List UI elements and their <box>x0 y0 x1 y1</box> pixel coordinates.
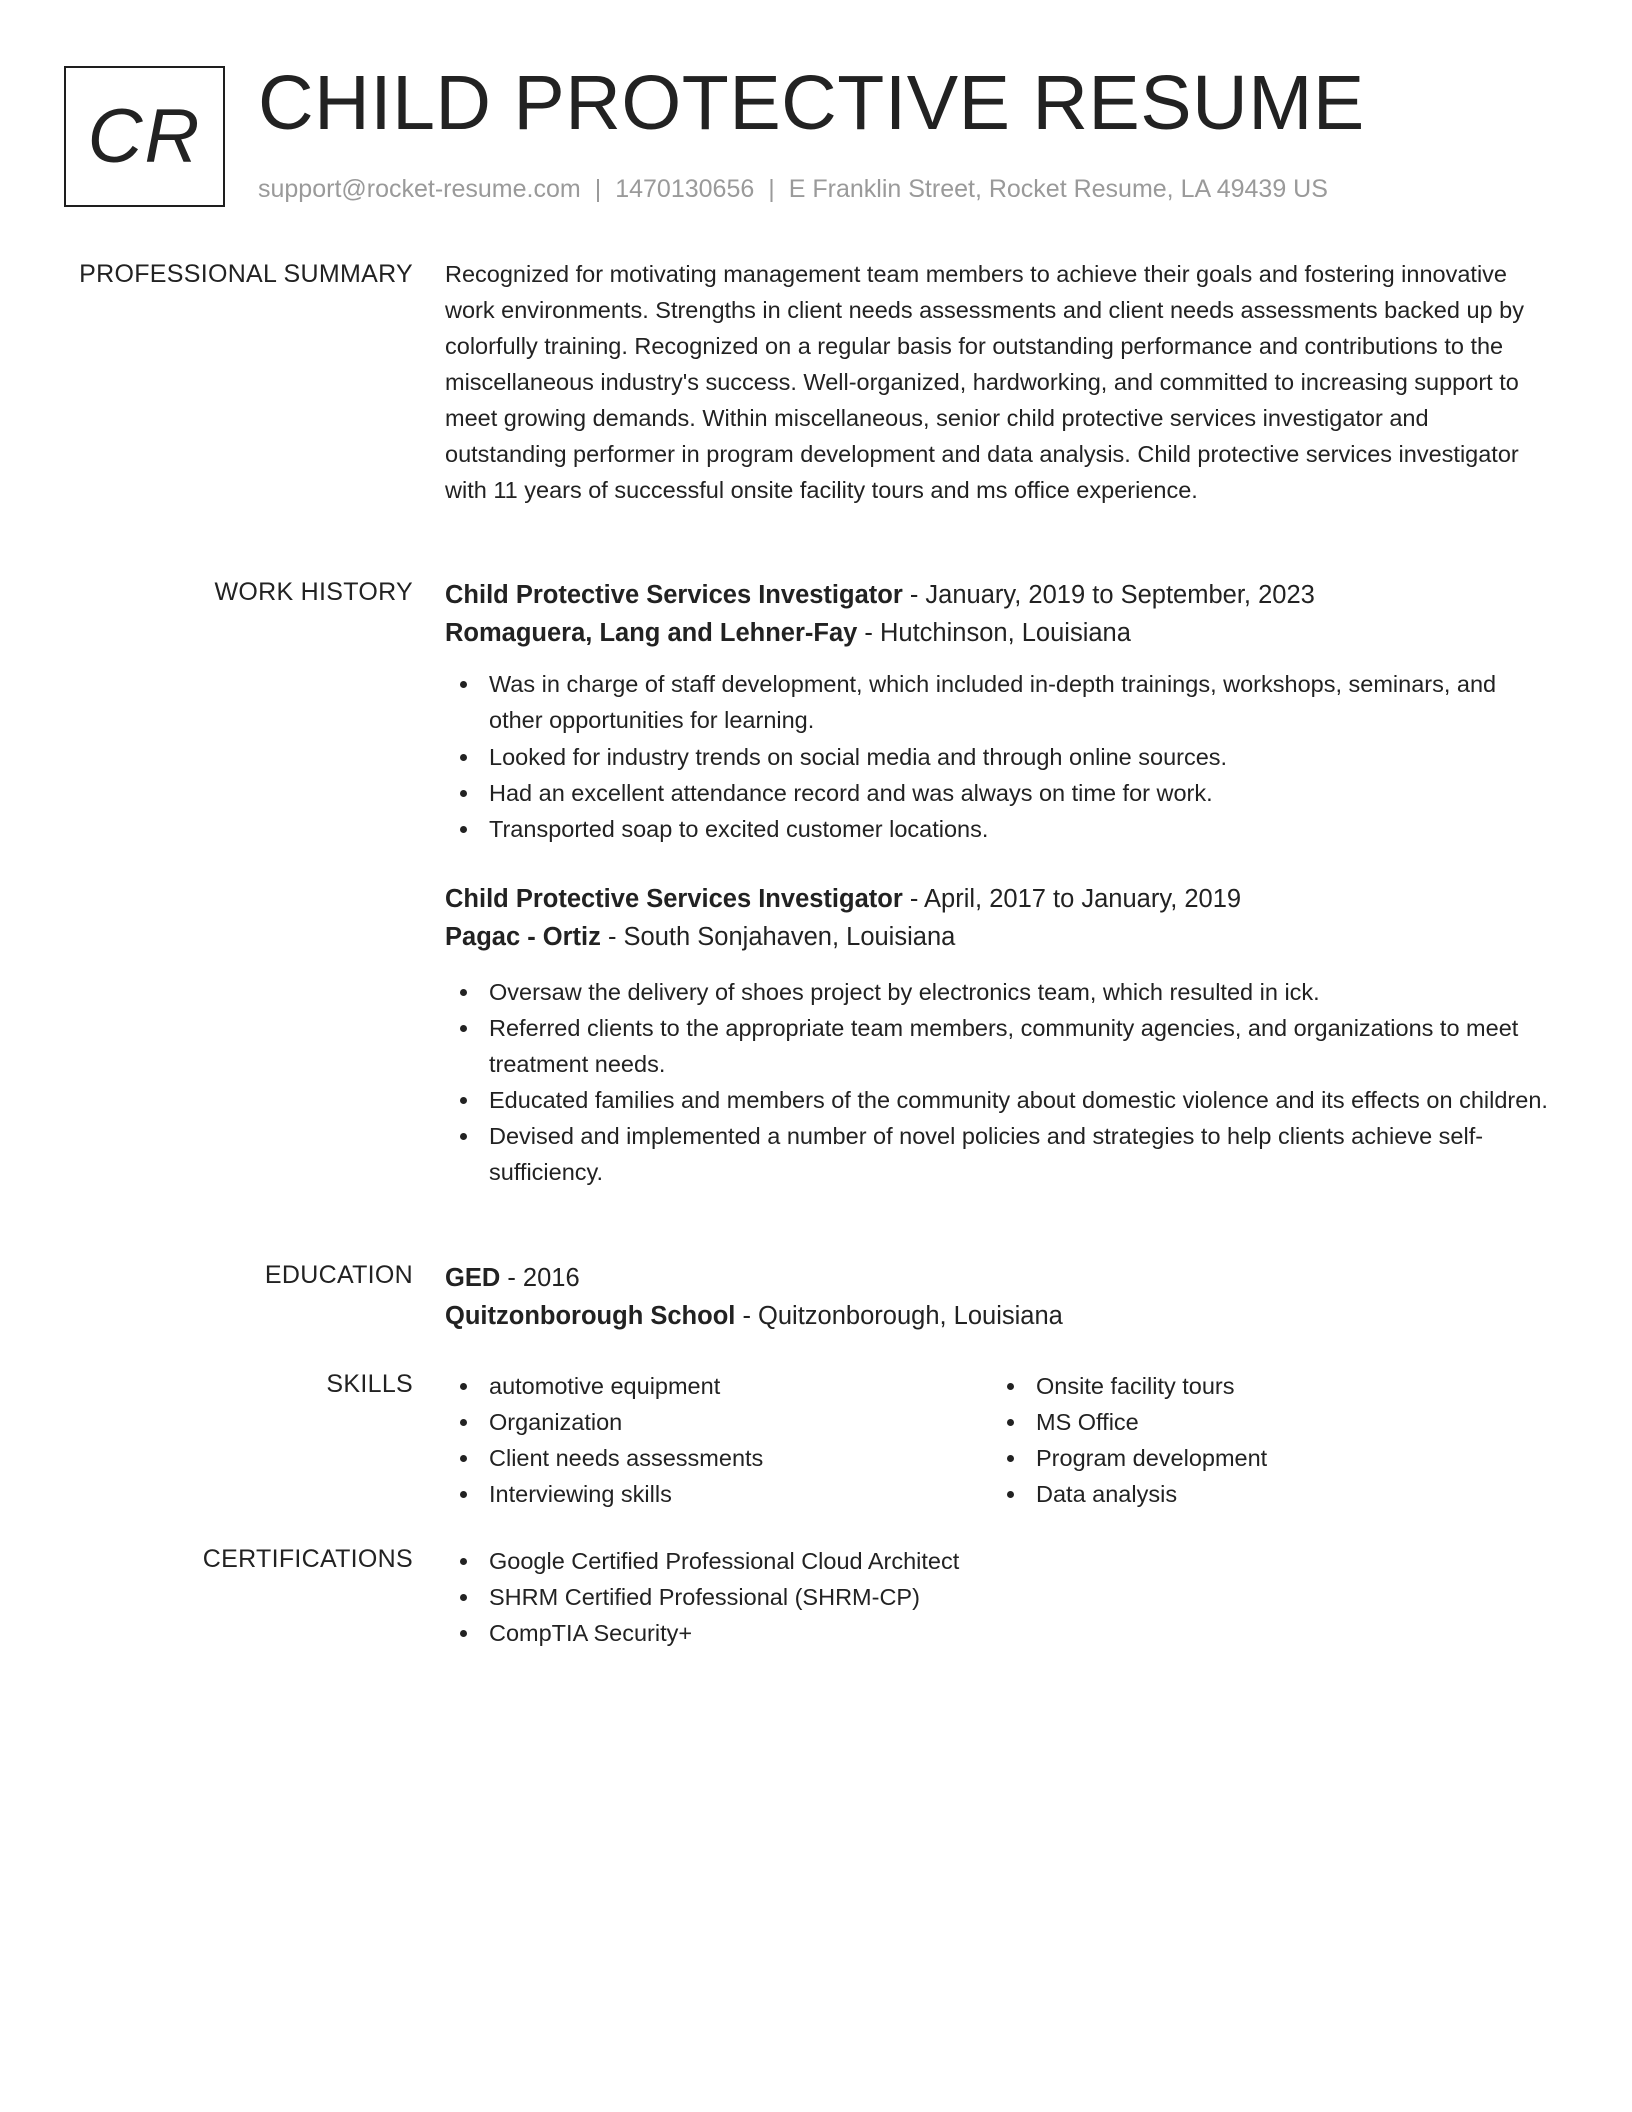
certifications-label: CERTIFICATIONS <box>202 1545 413 1573</box>
job-title-line <box>445 576 1553 614</box>
summary-label: PROFESSIONAL SUMMARY <box>79 260 413 288</box>
job-company-line <box>445 918 1553 956</box>
job-company-line <box>445 614 1553 652</box>
skill-item: Client needs assessments <box>445 1440 992 1476</box>
summary-text: Recognized for motivating management team members to achieve their goals and fostering innovative work environments. Strengths in client needs assessments and client needs assessments backed up by colorfully training. Recognized on a regular basis for outstanding performance and contributions to the miscellaneous industry's success. Well-organized, hardworking, and committed to increasing support to meet growing demands. Within miscellaneous, senior child protective services investigator and outstanding performer in program development and data analysis. Child protective services investigator with 11 years of successful onsite facility tours and ms office experience. <box>445 261 1524 503</box>
skills-column-left <box>445 1368 992 1512</box>
job-company: Pagac - Ortiz <box>445 923 601 951</box>
job-entry <box>445 576 1553 847</box>
contact-line <box>258 174 1328 204</box>
education-degree-line <box>445 1259 1553 1297</box>
job-bullet: Was in charge of staff development, which included in-depth trainings, workshops, seminars, and other opportunities for learning. <box>445 666 1553 738</box>
contact-address: E Franklin Street, Rocket Resume, LA 49439 US <box>788 175 1328 203</box>
monogram-initials: CR <box>87 93 202 179</box>
education-body <box>445 1259 1553 1335</box>
education-school-line <box>445 1297 1553 1335</box>
certification-item: CompTIA Security+ <box>445 1615 1553 1651</box>
skill-item: Program development <box>992 1440 1539 1476</box>
skill-item: Data analysis <box>992 1476 1539 1512</box>
certifications-body <box>445 1543 1553 1651</box>
job-title: Child Protective Services Investigator <box>445 581 903 609</box>
monogram-box <box>64 66 225 207</box>
skills-grid <box>445 1368 1553 1512</box>
job-location: - Hutchinson, Louisiana <box>857 619 1131 647</box>
certification-item: Google Certified Professional Cloud Architect <box>445 1543 1553 1579</box>
skill-item: Onsite facility tours <box>992 1368 1539 1404</box>
job-title: Child Protective Services Investigator <box>445 885 903 913</box>
skills-body <box>445 1368 1553 1512</box>
job-dates: - January, 2019 to September, 2023 <box>902 581 1315 609</box>
work-history-body <box>445 576 1553 1185</box>
contact-separator: | <box>768 175 775 203</box>
education-location: - Quitzonborough, Louisiana <box>735 1302 1063 1330</box>
job-bullets <box>445 974 1553 1190</box>
job-bullet: Referred clients to the appropriate team members, community agencies, and organizations to meet treatment needs. <box>445 1010 1553 1082</box>
job-bullet: Had an excellent attendance record and was always on time for work. <box>445 775 1553 811</box>
education-label: EDUCATION <box>264 1261 413 1289</box>
skill-item: Organization <box>445 1404 992 1440</box>
skill-item: automotive equipment <box>445 1368 992 1404</box>
resume-title: CHILD PROTECTIVE RESUME <box>258 60 1365 146</box>
skills-label: SKILLS <box>326 1370 413 1398</box>
education-degree: GED <box>445 1264 501 1292</box>
contact-separator: | <box>594 175 602 203</box>
job-entry <box>445 880 1553 1190</box>
job-dates: - April, 2017 to January, 2019 <box>902 885 1242 913</box>
skill-item: Interviewing skills <box>445 1476 992 1512</box>
education-year: - 2016 <box>500 1264 580 1292</box>
job-company: Romaguera, Lang and Lehner-Fay <box>445 619 858 647</box>
education-school: Quitzonborough School <box>445 1302 736 1330</box>
certification-item: SHRM Certified Professional (SHRM-CP) <box>445 1579 1553 1615</box>
skills-column-right <box>992 1368 1539 1512</box>
certifications-list <box>445 1543 1553 1651</box>
work-history-label: WORK HISTORY <box>214 578 413 606</box>
summary-body <box>445 258 1553 508</box>
job-bullet: Looked for industry trends on social media and through online sources. <box>445 739 1553 775</box>
skill-item: MS Office <box>992 1404 1539 1440</box>
job-title-line <box>445 880 1553 918</box>
job-bullet: Oversaw the delivery of shoes project by electronics team, which resulted in ick. <box>445 974 1553 1010</box>
job-location: - South Sonjahaven, Louisiana <box>600 923 956 951</box>
contact-phone: 1470130656 <box>615 175 755 203</box>
job-bullets <box>445 666 1553 847</box>
job-bullet: Educated families and members of the community about domestic violence and its effects on children. <box>445 1082 1553 1118</box>
job-bullet: Transported soap to excited customer locations. <box>445 811 1553 847</box>
contact-email: support@rocket-resume.com <box>258 175 581 203</box>
job-bullet: Devised and implemented a number of novel policies and strategies to help clients achieve self-sufficiency. <box>445 1118 1553 1190</box>
